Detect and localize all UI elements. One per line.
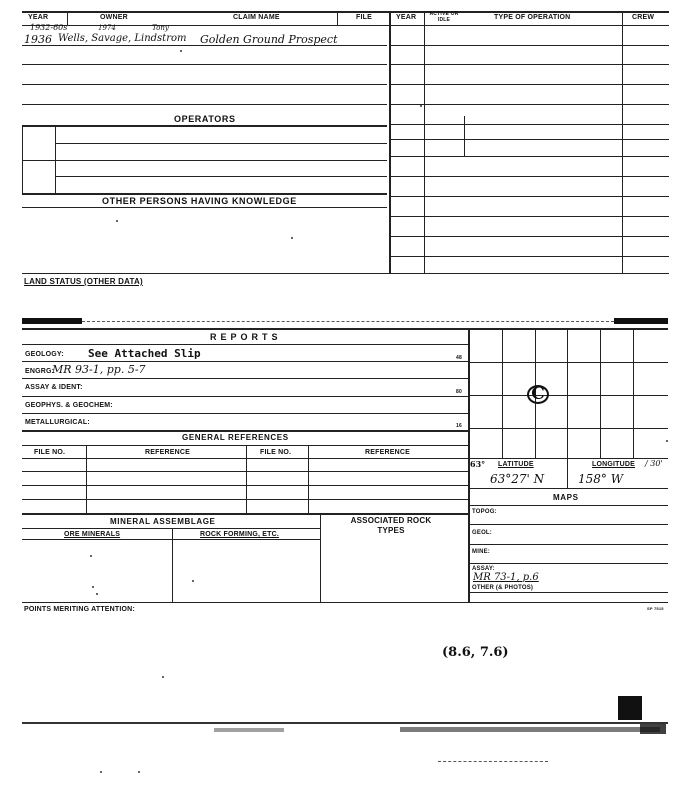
mineral-assemblage-title: MINERAL ASSEMBLAGE (110, 517, 216, 526)
header-claim-name: CLAIM NAME (233, 14, 280, 21)
operators-heading: OPERATORS (174, 114, 236, 124)
margin-number-3: 16 (456, 423, 462, 429)
latitude-prefix: 63° (470, 459, 486, 469)
latitude-value: 63°27' N (490, 472, 545, 486)
header-type-of-operation: TYPE OF OPERATION (494, 14, 571, 21)
scan-smudge-right (614, 318, 668, 324)
maps-label-topog: TOPOG: (472, 509, 497, 515)
maps-label-other: OTHER (& PHOTOS) (472, 585, 534, 591)
maps-label-mine: MINE: (472, 549, 490, 555)
entry-year-bottom: 1936 (24, 33, 52, 46)
header-year-2: YEAR (396, 14, 417, 21)
header-active-or-idle: ACTIVE OR IDLE (429, 11, 459, 23)
longitude-value: 158° W (578, 472, 624, 486)
form-number: SP 7515 (647, 606, 664, 611)
coordinates-note: (8.6, 7.6) (442, 645, 509, 660)
longitude-suffix: / 30' (645, 459, 663, 468)
associated-rock-types-label: ASSOCIATED ROCK TYPES (350, 516, 432, 535)
longitude-label: LONGITUDE (592, 461, 636, 468)
report-label-engrg: ENGRG: (25, 368, 55, 375)
gr-header-reference-2: REFERENCE (365, 449, 410, 456)
margin-number-2: 80 (456, 389, 462, 395)
gr-header-file-no-1: FILE NO. (34, 449, 66, 456)
report-value-engrg: MR 93-1, pp. 5-7 (52, 363, 146, 376)
report-value-geology: See Attached Slip (88, 347, 201, 360)
report-label-geology: GEOLOGY: (25, 351, 64, 358)
latitude-label: LATITUDE (498, 461, 534, 468)
entry-owner-top: 1974 (98, 24, 116, 32)
maps-value-assay: MR 73-1, p.6 (473, 572, 539, 583)
header-year: YEAR (28, 14, 49, 21)
land-status-label: LAND STATUS (OTHER DATA) (24, 277, 143, 286)
header-crew: CREW (632, 14, 655, 21)
other-persons-heading: OTHER PERSONS HAVING KNOWLEDGE (102, 196, 297, 206)
scan-smudge-left (22, 318, 82, 324)
entry-claim-name: Golden Ground Prospect (200, 33, 338, 46)
entry-claim-top: Tony (152, 24, 169, 32)
reports-title: REPORTS (210, 332, 282, 342)
gr-header-file-no-2: FILE NO. (260, 449, 292, 456)
margin-number-1: 48 (456, 355, 462, 361)
points-meriting-label: POINTS MERITING ATTENTION: (24, 606, 135, 613)
header-owner: OWNER (100, 14, 128, 21)
general-references-title: GENERAL REFERENCES (182, 433, 289, 442)
maps-title: MAPS (553, 493, 579, 502)
ore-minerals-label: ORE MINERALS (64, 531, 121, 538)
entry-year-top: 1932-60s (30, 23, 68, 32)
maps-label-assay: ASSAY: (472, 566, 495, 572)
maps-label-geol: GEOL: (472, 530, 492, 536)
report-label-assay: ASSAY & IDENT: (25, 384, 83, 391)
rock-forming-label: ROCK FORMING, ETC. (200, 531, 280, 538)
report-label-geophys: GEOPHYS. & GEOCHEM: (25, 402, 113, 409)
grid-location-mark: C (527, 385, 549, 404)
entry-owner: Wells, Savage, Lindstrom (58, 33, 187, 44)
header-file: FILE (356, 14, 372, 21)
report-label-metallurgical: METALLURGICAL: (25, 419, 90, 426)
gr-header-reference-1: REFERENCE (145, 449, 190, 456)
